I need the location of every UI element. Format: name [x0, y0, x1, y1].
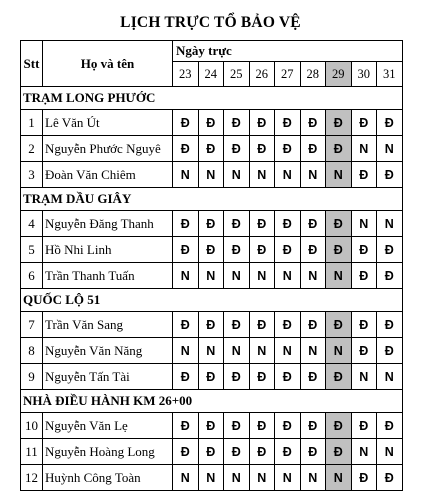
row-name: Nguyễn Phước Nguyê — [43, 136, 173, 162]
duty-cell: Đ — [275, 439, 301, 465]
duty-cell: Đ — [300, 211, 326, 237]
duty-cell: Đ — [275, 211, 301, 237]
duty-cell: Đ — [173, 136, 199, 162]
duty-cell: Đ — [377, 413, 403, 439]
duty-cell: N — [326, 263, 352, 289]
duty-cell: N — [300, 263, 326, 289]
duty-cell: Đ — [300, 312, 326, 338]
duty-cell: N — [173, 465, 199, 491]
header-day: 27 — [275, 62, 301, 87]
duty-cell: N — [224, 465, 250, 491]
table-row — [21, 413, 403, 439]
duty-cell: Đ — [173, 413, 199, 439]
duty-cell: Đ — [377, 162, 403, 188]
duty-cell: Đ — [173, 364, 199, 390]
duty-cell: Đ — [173, 237, 199, 263]
duty-cell: N — [275, 465, 301, 491]
duty-cell: Đ — [198, 413, 224, 439]
duty-cell: N — [173, 162, 199, 188]
duty-cell: Đ — [275, 312, 301, 338]
row-name: Nguyễn Hoàng Long — [43, 439, 173, 465]
duty-cell: Đ — [249, 110, 275, 136]
duty-cell: Đ — [377, 312, 403, 338]
duty-cell: N — [377, 364, 403, 390]
duty-cell: Đ — [249, 413, 275, 439]
duty-cell: Đ — [249, 312, 275, 338]
duty-cell: N — [249, 338, 275, 364]
duty-cell: N — [173, 263, 199, 289]
duty-cell: Đ — [249, 364, 275, 390]
header-day: 23 — [173, 62, 199, 87]
section-title: TRẠM DẦU GIÂY — [21, 188, 403, 211]
duty-cell: N — [351, 364, 377, 390]
section-header-row — [21, 289, 403, 312]
duty-cell: N — [326, 162, 352, 188]
header-name: Họ và tên — [43, 41, 173, 87]
row-name: Lê Văn Út — [43, 110, 173, 136]
duty-cell: Đ — [351, 110, 377, 136]
table-row — [21, 263, 403, 289]
duty-cell: Đ — [275, 110, 301, 136]
header-day: 30 — [351, 62, 377, 87]
row-stt: 12 — [21, 465, 43, 491]
duty-cell: Đ — [198, 439, 224, 465]
row-stt: 3 — [21, 162, 43, 188]
duty-cell: Đ — [224, 413, 250, 439]
duty-cell: Đ — [300, 136, 326, 162]
duty-cell: Đ — [249, 237, 275, 263]
section-header-row — [21, 87, 403, 110]
duty-cell: Đ — [326, 211, 352, 237]
duty-cell: N — [198, 338, 224, 364]
duty-cell: N — [198, 465, 224, 491]
header-day: 29 — [326, 62, 352, 87]
duty-cell: N — [224, 162, 250, 188]
row-stt: 4 — [21, 211, 43, 237]
header-row — [21, 41, 403, 62]
row-stt: 7 — [21, 312, 43, 338]
row-stt: 10 — [21, 413, 43, 439]
duty-cell: Đ — [377, 237, 403, 263]
duty-cell: N — [249, 162, 275, 188]
duty-cell: Đ — [351, 312, 377, 338]
row-name: Trần Thanh Tuấn — [43, 263, 173, 289]
duty-cell: Đ — [224, 211, 250, 237]
row-name: Nguyễn Văn Lẹ — [43, 413, 173, 439]
duty-cell: Đ — [275, 364, 301, 390]
section-header-row — [21, 188, 403, 211]
duty-cell: Đ — [351, 338, 377, 364]
row-stt: 1 — [21, 110, 43, 136]
duty-cell: Đ — [326, 136, 352, 162]
duty-cell: N — [300, 465, 326, 491]
duty-cell: Đ — [224, 136, 250, 162]
duty-cell: N — [377, 439, 403, 465]
header-stt: Stt — [21, 41, 43, 87]
header-day: 24 — [198, 62, 224, 87]
duty-cell: Đ — [173, 312, 199, 338]
duty-cell: Đ — [300, 110, 326, 136]
duty-cell: Đ — [198, 211, 224, 237]
header-day: 26 — [249, 62, 275, 87]
duty-cell: Đ — [377, 110, 403, 136]
duty-cell: N — [173, 338, 199, 364]
duty-cell: N — [224, 263, 250, 289]
duty-cell: N — [377, 211, 403, 237]
table-row — [21, 237, 403, 263]
table-row — [21, 465, 403, 491]
table-row — [21, 136, 403, 162]
section-title: NHÀ ĐIỀU HÀNH KM 26+00 — [21, 390, 403, 413]
duty-cell: Đ — [377, 465, 403, 491]
header-days-title: Ngày trực — [173, 41, 403, 62]
duty-cell: N — [300, 338, 326, 364]
duty-cell: Đ — [377, 338, 403, 364]
duty-cell: N — [198, 162, 224, 188]
duty-cell: N — [275, 162, 301, 188]
duty-cell: N — [224, 338, 250, 364]
duty-cell: Đ — [300, 413, 326, 439]
duty-cell: Đ — [351, 263, 377, 289]
row-stt: 5 — [21, 237, 43, 263]
duty-cell: Đ — [300, 364, 326, 390]
duty-cell: Đ — [300, 439, 326, 465]
duty-cell: Đ — [224, 439, 250, 465]
duty-cell: N — [249, 465, 275, 491]
table-row — [21, 364, 403, 390]
duty-cell: Đ — [224, 237, 250, 263]
table-row — [21, 110, 403, 136]
duty-cell: Đ — [326, 364, 352, 390]
row-name: Trần Văn Sang — [43, 312, 173, 338]
duty-cell: N — [198, 263, 224, 289]
duty-cell: Đ — [198, 364, 224, 390]
section-title: TRẠM LONG PHƯỚC — [21, 87, 403, 110]
section-title: QUỐC LỘ 51 — [21, 289, 403, 312]
row-name: Hồ Nhi Linh — [43, 237, 173, 263]
duty-cell: N — [326, 338, 352, 364]
table-row — [21, 338, 403, 364]
duty-cell: N — [249, 263, 275, 289]
duty-cell: Đ — [224, 110, 250, 136]
header-day: 25 — [224, 62, 250, 87]
table-row — [21, 439, 403, 465]
row-name: Nguyễn Đăng Thanh — [43, 211, 173, 237]
duty-cell: Đ — [275, 136, 301, 162]
duty-cell: Đ — [275, 413, 301, 439]
row-stt: 6 — [21, 263, 43, 289]
duty-cell: N — [326, 465, 352, 491]
duty-cell: Đ — [326, 312, 352, 338]
duty-cell: Đ — [224, 312, 250, 338]
duty-cell: N — [351, 136, 377, 162]
duty-cell: Đ — [377, 263, 403, 289]
duty-cell: N — [275, 263, 301, 289]
row-name: Huỳnh Công Toàn — [43, 465, 173, 491]
duty-cell: Đ — [173, 110, 199, 136]
duty-cell: N — [377, 136, 403, 162]
duty-cell: Đ — [249, 211, 275, 237]
header-day: 31 — [377, 62, 403, 87]
duty-cell: Đ — [351, 162, 377, 188]
duty-cell: Đ — [249, 439, 275, 465]
duty-cell: N — [275, 338, 301, 364]
row-stt: 9 — [21, 364, 43, 390]
duty-cell: N — [351, 211, 377, 237]
duty-cell: Đ — [326, 439, 352, 465]
table-body — [21, 41, 403, 491]
duty-cell: Đ — [173, 211, 199, 237]
duty-cell: Đ — [173, 439, 199, 465]
page-title: LỊCH TRỰC TỔ BẢO VỆ — [120, 14, 301, 31]
row-name: Đoàn Văn Chiêm — [43, 162, 173, 188]
header-day: 28 — [300, 62, 326, 87]
duty-cell: Đ — [351, 237, 377, 263]
duty-cell: Đ — [326, 237, 352, 263]
duty-cell: Đ — [275, 237, 301, 263]
duty-cell: Đ — [198, 237, 224, 263]
row-stt: 2 — [21, 136, 43, 162]
duty-cell: N — [351, 439, 377, 465]
duty-schedule-table — [20, 40, 403, 491]
duty-cell: Đ — [198, 312, 224, 338]
duty-cell: Đ — [326, 110, 352, 136]
duty-cell: Đ — [300, 237, 326, 263]
table-row — [21, 162, 403, 188]
section-header-row — [21, 390, 403, 413]
duty-cell: Đ — [249, 136, 275, 162]
duty-cell: Đ — [198, 110, 224, 136]
row-name: Nguyễn Tấn Tài — [43, 364, 173, 390]
table-row — [21, 211, 403, 237]
duty-cell: Đ — [326, 413, 352, 439]
duty-cell: Đ — [198, 136, 224, 162]
duty-cell: N — [300, 162, 326, 188]
table-row — [21, 312, 403, 338]
row-stt: 8 — [21, 338, 43, 364]
duty-cell: Đ — [351, 465, 377, 491]
duty-cell: Đ — [224, 364, 250, 390]
row-name: Nguyễn Văn Năng — [43, 338, 173, 364]
row-stt: 11 — [21, 439, 43, 465]
duty-cell: Đ — [351, 413, 377, 439]
